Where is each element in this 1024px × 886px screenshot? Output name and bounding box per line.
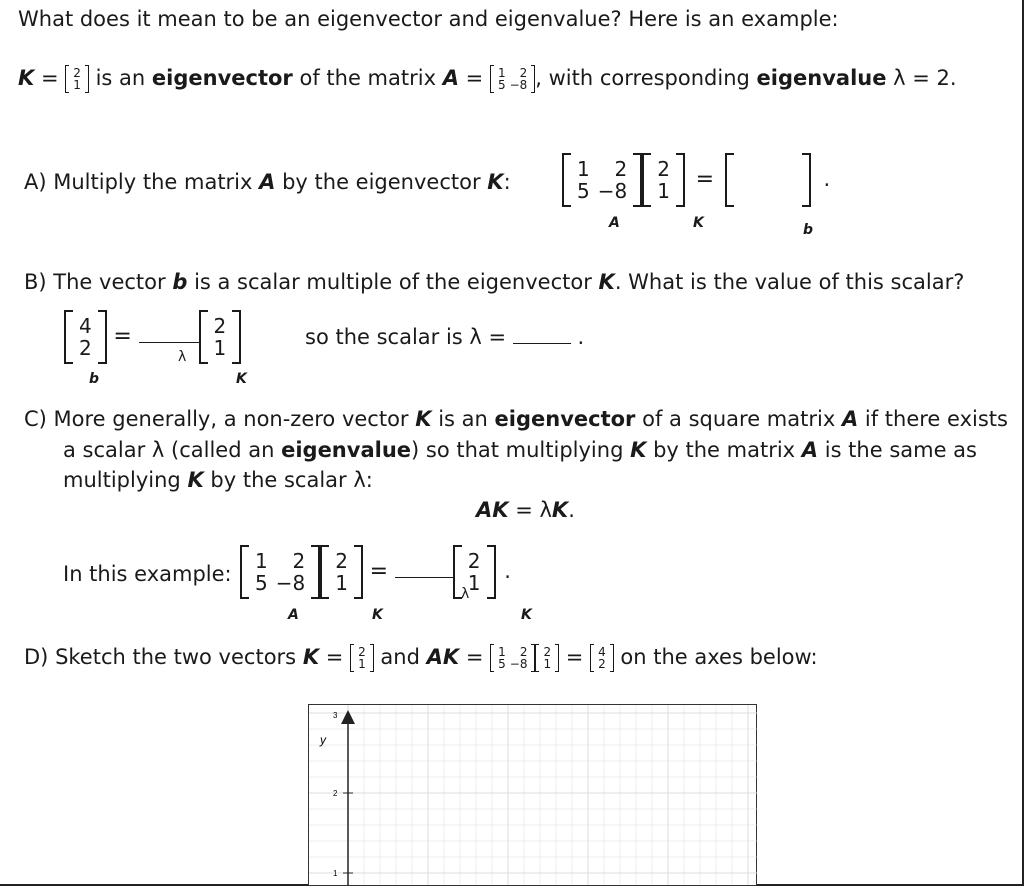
y-axis-label: y bbox=[320, 733, 326, 747]
part-d-text: Sketch the two vectors bbox=[55, 645, 297, 669]
part-c-line2 bbox=[63, 438, 977, 462]
part-c-text: a scalar λ (called an bbox=[63, 438, 275, 462]
a-mat-entry: −8 bbox=[509, 78, 528, 92]
scalar-answer-line bbox=[305, 325, 584, 349]
vec-entry: 1 bbox=[335, 571, 348, 595]
part-a-text: Multiply the matrix bbox=[53, 170, 253, 194]
is-an-text: is an bbox=[95, 66, 146, 90]
vec-entry: 4 bbox=[79, 314, 92, 338]
so-scalar-text: so the scalar is λ = bbox=[305, 325, 507, 349]
vector-k bbox=[320, 550, 363, 594]
mat-entry: 1 bbox=[255, 549, 268, 573]
lambda-label: λ bbox=[461, 586, 470, 602]
vec-entry: 1 bbox=[213, 336, 227, 360]
lambda-equals-text: λ = 2. bbox=[893, 66, 957, 90]
eigenvalue-term: eigenvalue bbox=[756, 66, 887, 90]
part-c-line1 bbox=[24, 407, 1008, 431]
part-c-text: by the matrix bbox=[653, 438, 796, 462]
equals-sign: = bbox=[695, 167, 715, 192]
vec-entry: 1 bbox=[543, 657, 552, 671]
equals-sign: = bbox=[40, 66, 59, 90]
equals-sign: = bbox=[465, 645, 484, 669]
part-b-prompt bbox=[24, 270, 964, 294]
part-b-label: B) bbox=[24, 270, 47, 294]
mat-entry: −8 bbox=[597, 179, 628, 203]
example-label: In this example: bbox=[63, 562, 232, 586]
period: . bbox=[504, 559, 511, 583]
k-symbol: K bbox=[302, 645, 320, 669]
label-a: A bbox=[609, 215, 620, 231]
a-matrix-inline bbox=[490, 67, 535, 91]
part-c-text: More generally, a non-zero vector bbox=[53, 407, 409, 431]
a-symbol: A bbox=[841, 407, 859, 431]
y-tick-label: 2 bbox=[333, 789, 338, 798]
vec-entry: 1 bbox=[657, 179, 670, 203]
ak-symbol: AK bbox=[426, 645, 460, 669]
lambda-label: λ bbox=[178, 349, 187, 365]
label-k: K bbox=[521, 607, 532, 623]
mat-entry: 1 bbox=[498, 645, 506, 659]
k-symbol: K bbox=[630, 438, 647, 462]
vec-entry: 2 bbox=[598, 657, 606, 671]
a-mat-entry: 2 bbox=[519, 66, 528, 80]
mat-entry: 2 bbox=[519, 645, 528, 659]
vec-entry: 4 bbox=[598, 645, 606, 659]
vec-entry: 2 bbox=[79, 336, 92, 360]
equals-sign: = bbox=[465, 66, 484, 90]
k-symbol: K bbox=[18, 66, 35, 90]
formula-ak: AK bbox=[476, 498, 509, 522]
of-matrix-text: of the matrix bbox=[299, 66, 436, 90]
k-symbol: K bbox=[187, 468, 204, 492]
vector-k bbox=[642, 158, 685, 202]
a-symbol: A bbox=[442, 66, 459, 90]
mat-entry: 1 bbox=[577, 157, 590, 181]
a-symbol: A bbox=[801, 438, 819, 462]
part-c-line3 bbox=[63, 468, 373, 492]
k-symbol: K bbox=[598, 270, 615, 294]
label-k: K bbox=[693, 215, 704, 231]
k-vector-inline bbox=[350, 646, 374, 670]
with-corresponding-text: , with corresponding bbox=[535, 66, 750, 90]
part-b-equation bbox=[64, 315, 241, 359]
k-vector-inline bbox=[535, 646, 559, 670]
part-a-prompt bbox=[24, 170, 511, 194]
vec-entry: 2 bbox=[657, 157, 670, 181]
mat-entry: 5 bbox=[577, 179, 590, 203]
equals-sign: = bbox=[565, 645, 584, 669]
label-a: A bbox=[288, 607, 299, 623]
part-a-label: A) bbox=[24, 170, 47, 194]
part-d-label: D) bbox=[24, 645, 49, 669]
mat-entry: −8 bbox=[509, 657, 528, 671]
matrix-a bbox=[240, 550, 320, 594]
vector-b-blank bbox=[725, 158, 811, 202]
label-k: K bbox=[236, 371, 247, 387]
part-d-prompt bbox=[24, 645, 818, 670]
a-mat-entry: 1 bbox=[497, 66, 506, 80]
vec-entry: 2 bbox=[213, 314, 227, 338]
k-symbol: K bbox=[415, 407, 432, 431]
label-k: K bbox=[372, 607, 383, 623]
part-a-equation bbox=[562, 158, 830, 202]
equals-sign: = bbox=[369, 559, 389, 584]
part-c-equation bbox=[240, 550, 511, 594]
lambda-blank[interactable] bbox=[395, 559, 453, 578]
part-b-text1: The vector bbox=[53, 270, 166, 294]
mat-entry: 2 bbox=[292, 549, 306, 573]
matrix-a bbox=[562, 158, 642, 202]
equals-sign: = bbox=[325, 645, 344, 669]
mat-entry: −8 bbox=[275, 571, 306, 595]
mat-entry: 2 bbox=[614, 157, 628, 181]
formula-k: K bbox=[551, 498, 569, 522]
intro-text: What does it mean to be an eigenvector and eigenvalue? Here is an example: bbox=[18, 7, 839, 31]
part-c-text: if there exists bbox=[864, 407, 1008, 431]
label-b: b bbox=[803, 222, 814, 238]
lambda-blank[interactable] bbox=[513, 329, 571, 344]
period: . bbox=[823, 167, 831, 191]
a-mat-entry: 5 bbox=[497, 78, 506, 92]
mat-entry: 5 bbox=[498, 657, 506, 671]
example-statement bbox=[18, 66, 957, 91]
vec-entry: 2 bbox=[543, 645, 552, 659]
k-vec-entry: 2 bbox=[73, 66, 81, 80]
equals-sign: = bbox=[113, 324, 132, 349]
part-c-text: is the same as bbox=[824, 438, 977, 462]
vector-k bbox=[199, 315, 242, 359]
vector-k bbox=[453, 550, 496, 594]
mat-entry: 5 bbox=[255, 571, 268, 595]
part-c-text: of a square matrix bbox=[642, 407, 836, 431]
scalar-blank[interactable] bbox=[139, 324, 199, 343]
label-b: b bbox=[89, 371, 100, 387]
eigenvector-term: eigenvector bbox=[151, 66, 293, 90]
part-c-label: C) bbox=[24, 407, 47, 431]
a-symbol: A bbox=[259, 170, 276, 194]
k-vec-entry: 1 bbox=[73, 78, 81, 92]
part-c-text: ) so that multiplying bbox=[411, 438, 624, 462]
colon: : bbox=[503, 170, 511, 194]
part-b-text2: is a scalar multiple of the eigenvector bbox=[194, 270, 592, 294]
vec-entry: 2 bbox=[467, 549, 481, 573]
part-b-text3: . What is the value of this scalar? bbox=[614, 270, 965, 294]
formula-equals-lambda: = λ bbox=[515, 498, 552, 522]
eigen-formula bbox=[476, 498, 575, 522]
part-a-by-text: by the eigenvector bbox=[282, 170, 481, 194]
and-text: and bbox=[380, 645, 420, 669]
eigenvalue-term: eigenvalue bbox=[281, 438, 412, 462]
sketch-axes[interactable] bbox=[308, 704, 758, 886]
eigenvector-term: eigenvector bbox=[494, 407, 636, 431]
y-tick-label: 3 bbox=[333, 711, 338, 720]
vec-entry: 2 bbox=[335, 549, 348, 573]
vec-entry: 1 bbox=[467, 571, 481, 595]
part-c-text: by the scalar λ: bbox=[210, 468, 373, 492]
vector-b bbox=[64, 315, 107, 359]
vec-entry: 2 bbox=[358, 645, 366, 659]
period: . bbox=[577, 325, 585, 349]
vec-entry: 1 bbox=[358, 657, 366, 671]
k-symbol: K bbox=[487, 170, 504, 194]
b-symbol: b bbox=[172, 270, 188, 294]
part-c-text: is an bbox=[438, 407, 488, 431]
formula-period: . bbox=[568, 498, 575, 522]
part-d-end-text: on the axes below: bbox=[620, 645, 818, 669]
y-tick-label: 1 bbox=[333, 869, 338, 878]
k-vector-inline bbox=[65, 67, 89, 91]
part-c-text: multiplying bbox=[63, 468, 181, 492]
a-matrix-inline bbox=[490, 646, 535, 670]
result-vector-inline bbox=[590, 646, 614, 670]
